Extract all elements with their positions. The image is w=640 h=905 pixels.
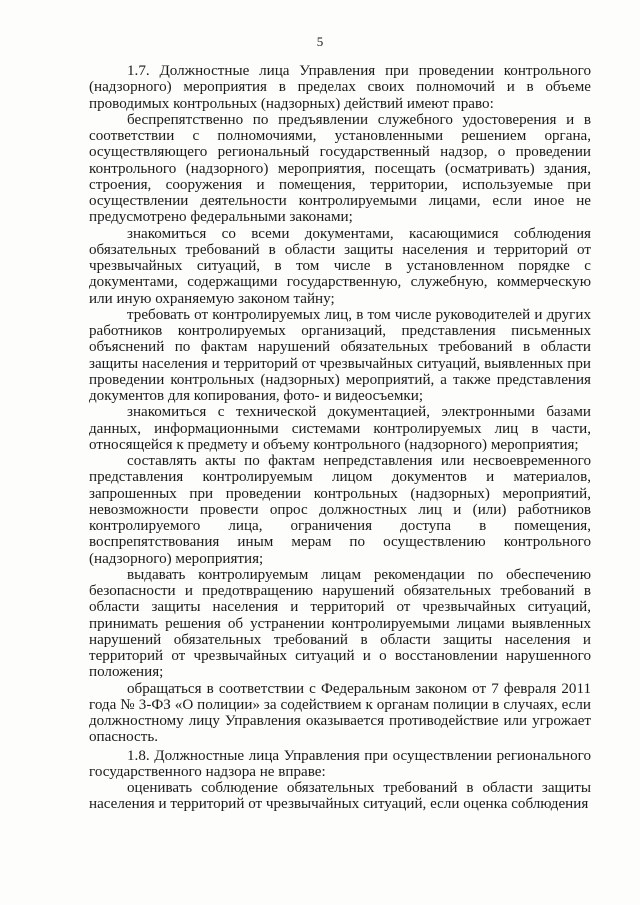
paragraph-right-acts: составлять акты по фактам непредставления или несвоевременного представления контролируемым лицом документов и материалов, запрошенных при проведении контрольных (надзорных) мероприятий, невозможности провести опрос должностных лиц и (или) работников контролируемого лица, ограничения доступа в помещения, воспрепятствования иным мерам по осуществлению контрольного (надзорного) мероприятия; xyxy=(89,453,591,567)
paragraph-right-technical-docs: знакомиться с технической документацией, электронными базами данных, информационными системами контролируемых лиц в части, относящейся к предмету и объему контрольного (надзорного) мероприятия; xyxy=(89,404,591,453)
paragraph-right-documents: знакомиться со всеми документами, касающимися соблюдения обязательных требований в области защиты населения и территорий от чрезвычайных ситуаций, в том числе в установленном порядке с документами, содержащими государственную, служебную, коммерческую или иную охраняемую законом тайну; xyxy=(89,225,591,307)
document-body xyxy=(89,63,591,813)
paragraph-prohibition-evaluate: оценивать соблюдение обязательных требований в области защиты населения и территорий от чрезвычайных ситуаций, если оценка соблюдения xyxy=(89,780,591,813)
paragraph-1-7-heading: 1.7. Должностные лица Управления при проведении контрольного (надзорного) мероприятия в пределах своих полномочий и в объеме проводимых контрольных (надзорных) действий имеют право: xyxy=(89,63,591,112)
paragraph-right-visit: беспрепятственно по предъявлении служебного удостоверения и в соответствии с полномочиями, установленными решением органа, осуществляющего региональный государственный надзор, о проведении контрольного (надзорного) мероприятия, посещать (осматривать) здания, строения, сооружения и помещения, территории, используемые при осуществлении деятельности контролируемыми лицами, если иное не предусмотрено федеральными законами; xyxy=(89,111,591,226)
paragraph-right-explanations: требовать от контролируемых лиц, в том числе руководителей и других работников контролируемых организаций, представления письменных объяснений по фактам нарушений обязательных требований в области защиты населения и территорий от чрезвычайных ситуаций, выявленных при проведении контрольных (надзорных) мероприятий, а также представления документов для копирования, фото- и видеосъемки; xyxy=(89,306,591,404)
page-number: 5 xyxy=(316,34,324,49)
paragraph-right-recommendations: выдавать контролируемым лицам рекомендации по обеспечению безопасности и предотвращению нарушений обязательных требований в области защиты населения и территорий от чрезвычайных ситуаций, принимать решения об устранении контролируемыми лицами выявленных нарушений обязательных требований в области защиты населения и территорий от чрезвычайных ситуаций и о восстановлении нарушенного положения; xyxy=(89,566,591,681)
paragraph-right-police: обращаться в соответствии с Федеральным законом от 7 февраля 2011 года № 3-ФЗ «О полиции» за содействием к органам полиции в случаях, если должностному лицу Управления оказывается противодействие или угрожает опасность. xyxy=(89,680,591,746)
paragraph-1-8-heading: 1.8. Должностные лица Управления при осуществлении регионального государственного надзора не вправе: xyxy=(89,747,591,780)
